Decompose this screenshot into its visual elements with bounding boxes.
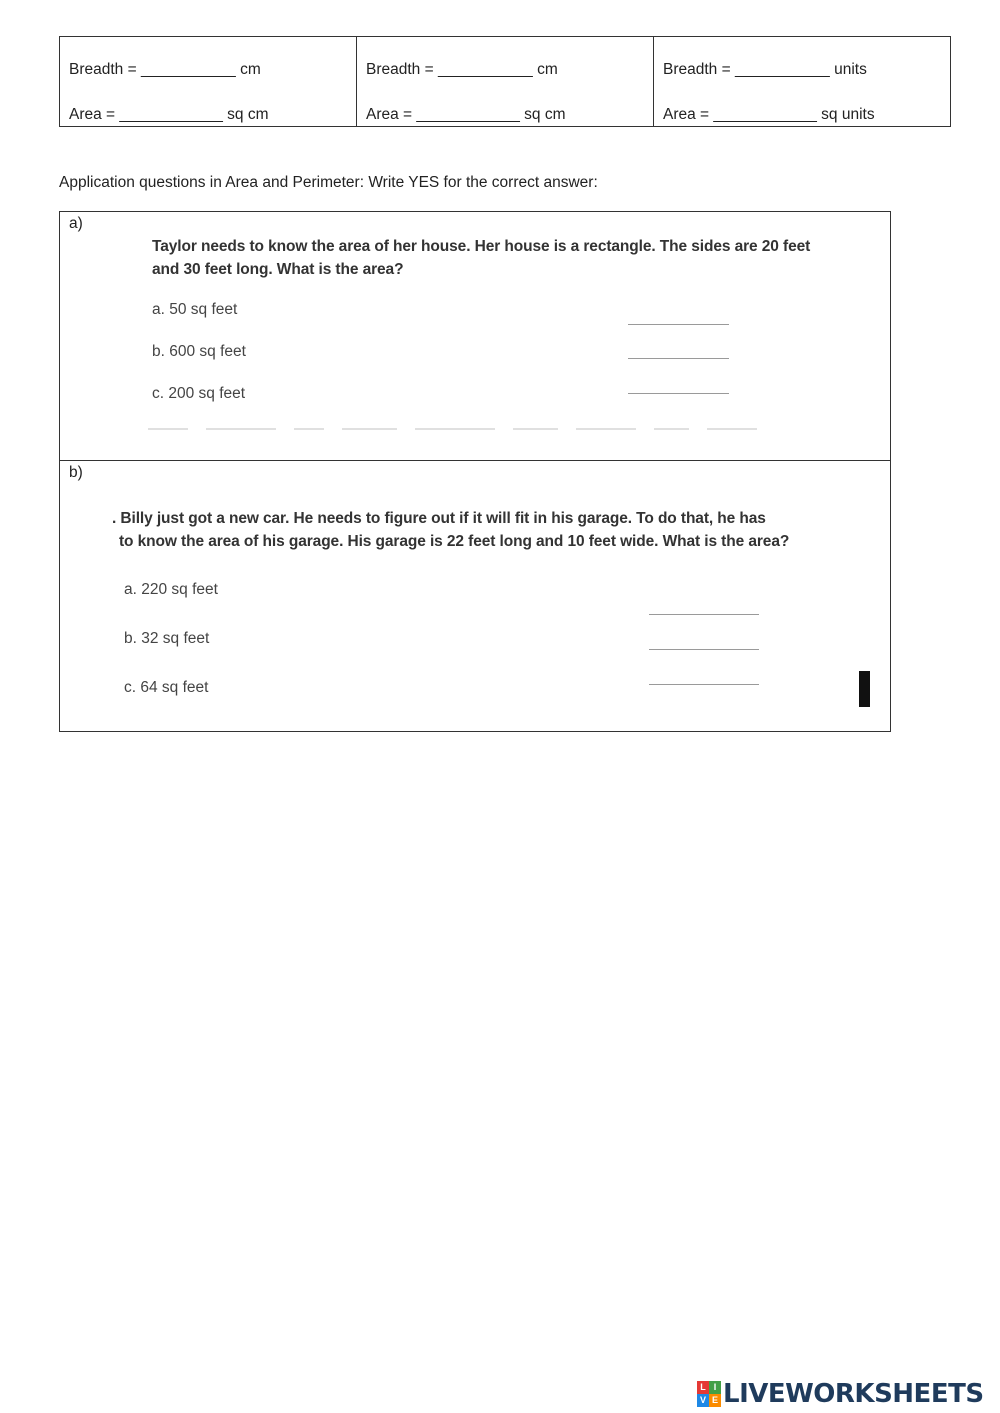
- breadth-field-3[interactable]: Breadth = ___________ units: [663, 61, 867, 78]
- dimensions-cell-1: [60, 37, 357, 126]
- question-b-answer-blank-a[interactable]: [649, 614, 759, 615]
- area-field-2[interactable]: Area = ____________ sq cm: [366, 106, 566, 123]
- question-a-answer-blank-c[interactable]: [628, 393, 729, 394]
- question-a-text-line1: Taylor needs to know the area of her house. Her house is a rectangle. The sides are 20 feet: [152, 238, 811, 255]
- dimensions-cell-2: [357, 37, 654, 126]
- question-b-label: b): [69, 464, 83, 481]
- question-b-option-c: c. 64 sq feet: [124, 679, 209, 696]
- question-b-text-line1: . Billy just got a new car. He needs to figure out if it will fit in his garage. To do that, he has: [112, 510, 766, 527]
- question-a-option-a: a. 50 sq feet: [152, 301, 238, 318]
- area-field-1[interactable]: Area = ____________ sq cm: [69, 106, 269, 123]
- question-b-option-a: a. 220 sq feet: [124, 581, 218, 598]
- question-b-answer-blank-c[interactable]: [649, 684, 759, 685]
- dimensions-table: [59, 36, 951, 127]
- question-b-answer-blank-b[interactable]: [649, 649, 759, 650]
- question-a-label: a): [69, 215, 83, 232]
- text-cursor-bar: [859, 671, 870, 707]
- questions-box: [59, 211, 891, 732]
- logo-icon-letter-v: V: [697, 1394, 709, 1407]
- question-a-option-b: b. 600 sq feet: [152, 343, 246, 360]
- question-b-option-b: b. 32 sq feet: [124, 630, 210, 647]
- breadth-field-2[interactable]: Breadth = ___________ cm: [366, 61, 558, 78]
- question-a-text-line2: and 30 feet long. What is the area?: [152, 261, 404, 278]
- logo-icon-letter-i: I: [709, 1381, 721, 1394]
- faint-cut-text: [148, 428, 788, 432]
- logo-icon-letter-e: E: [709, 1394, 721, 1407]
- logo-wordmark: LIVEWORKSHEETS: [723, 1379, 984, 1409]
- question-a-answer-blank-b[interactable]: [628, 358, 729, 359]
- question-b-text-line2: to know the area of his garage. His garage is 22 feet long and 10 feet wide. What is the area?: [119, 533, 790, 550]
- question-a-option-c: c. 200 sq feet: [152, 385, 246, 402]
- logo-icon-letter-l: L: [697, 1381, 709, 1394]
- liveworksheets-icon: [697, 1381, 721, 1407]
- instruction-text: Application questions in Area and Perimeter: Write YES for the correct answer:: [59, 174, 598, 191]
- question-divider: [60, 460, 890, 461]
- dimensions-cell-3: [654, 37, 950, 126]
- question-a-answer-blank-a[interactable]: [628, 324, 729, 325]
- breadth-field-1[interactable]: Breadth = ___________ cm: [69, 61, 261, 78]
- area-field-3[interactable]: Area = ____________ sq units: [663, 106, 875, 123]
- liveworksheets-logo: [697, 1378, 984, 1410]
